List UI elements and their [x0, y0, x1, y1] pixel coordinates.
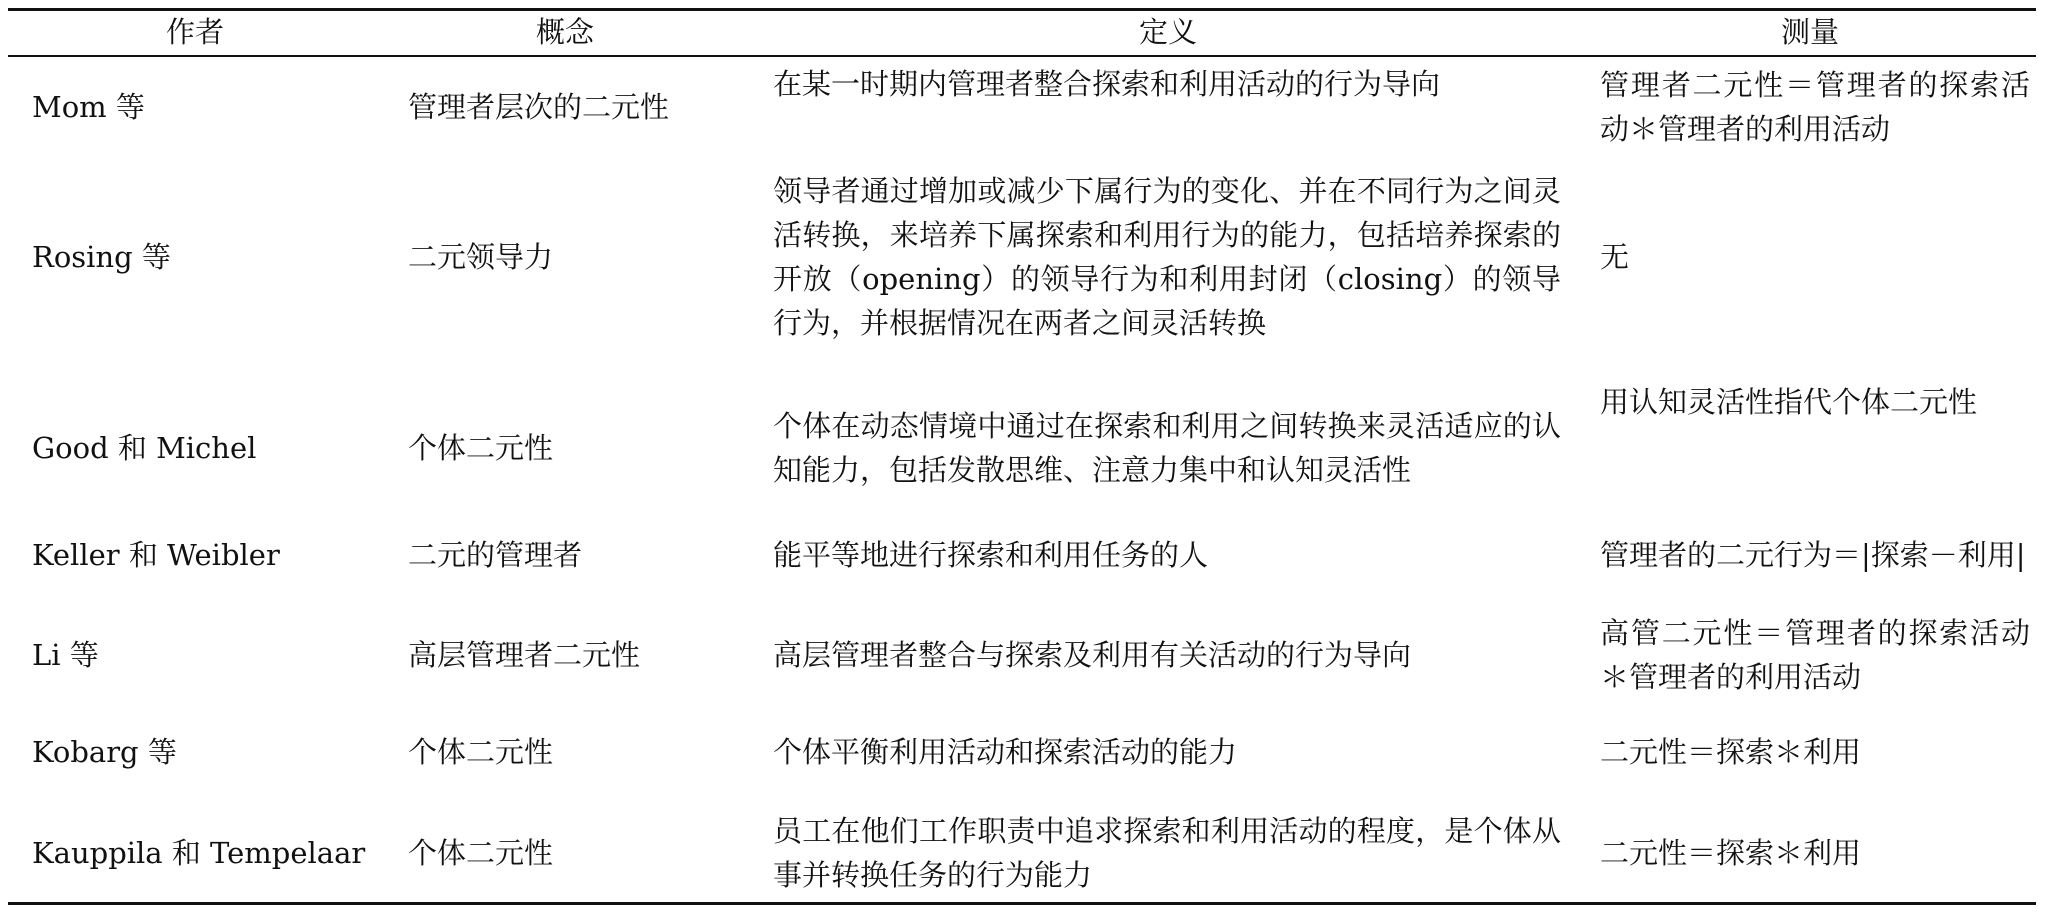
table-row: [0, 510, 2048, 600]
header-author: 作者: [165, 15, 224, 49]
measure-cell: 管理者的二元行为＝|探索－利用|: [1600, 538, 2026, 572]
measure-cell: 无: [1600, 240, 1630, 274]
header-concept: 概念: [535, 15, 594, 49]
header-rule: [8, 55, 2036, 57]
definition-cell: 能平等地进行探索和利用任务的人: [773, 538, 1209, 572]
concept-cell: 二元领导力: [408, 240, 554, 274]
measure-cell: 二元性＝探索＊利用: [1600, 836, 1862, 870]
definition-cell: 个体平衡利用活动和探索活动的能力: [773, 735, 1238, 769]
author-cell: Kauppila 和 Tempelaar: [32, 836, 366, 870]
table-row: [0, 808, 2048, 898]
author-cell: Good 和 Michel: [32, 431, 257, 465]
author-cell: Keller 和 Weibler: [32, 538, 280, 572]
concept-cell: 个体二元性: [408, 431, 554, 465]
table-row: [0, 162, 2048, 352]
author-cell: Mom 等: [32, 90, 145, 124]
header-definition: 定义: [1138, 15, 1197, 49]
concept-cell: 高层管理者二元性: [408, 638, 641, 672]
concept-cell: 二元的管理者: [408, 538, 583, 572]
concept-cell: 管理者层次的二元性: [408, 90, 670, 124]
concept-cell: 个体二元性: [408, 836, 554, 870]
table-row: [0, 380, 2048, 516]
table-row: [0, 712, 2048, 792]
header-measure: 测量: [1780, 15, 1839, 49]
measure-cell: 二元性＝探索＊利用: [1600, 735, 1862, 769]
table-row: [0, 610, 2048, 700]
bottom-rule: [8, 902, 2036, 905]
definition-cell: 在某一时期内管理者整合探索和利用活动的行为导向: [773, 67, 1441, 101]
definition-cell: 个体在动态情境中通过在探索和利用之间转换来灵活适应的认知能力，包括发散思维、注意力集中和认知灵活性: [773, 409, 1561, 487]
table-row: [0, 62, 2048, 152]
author-cell: Li 等: [32, 638, 99, 672]
author-cell: Kobarg 等: [32, 735, 177, 769]
author-cell: Rosing 等: [32, 240, 171, 274]
definition-cell: 高层管理者整合与探索及利用有关活动的行为导向: [773, 638, 1412, 672]
definition-cell: 领导者通过增加或减少下属行为的变化、并在不同行为之间灵活转换，来培养下属探索和利用行为的能力，包括培养探索的开放（opening）的领导行为和利用封闭（closing）的领导行为，并根据情况在两者之间灵活转换: [773, 174, 1561, 340]
measure-cell: 用认知灵活性指代个体二元性: [1600, 385, 1978, 419]
concept-cell: 个体二元性: [408, 735, 554, 769]
definition-cell: 员工在他们工作职责中追求探索和利用活动的程度，是个体从事并转换任务的行为能力: [773, 814, 1561, 892]
measure-cell: 管理者二元性＝管理者的探索活动＊管理者的利用活动: [1600, 68, 2030, 146]
measure-cell: 高管二元性＝管理者的探索活动＊管理者的利用活动: [1600, 616, 2030, 694]
